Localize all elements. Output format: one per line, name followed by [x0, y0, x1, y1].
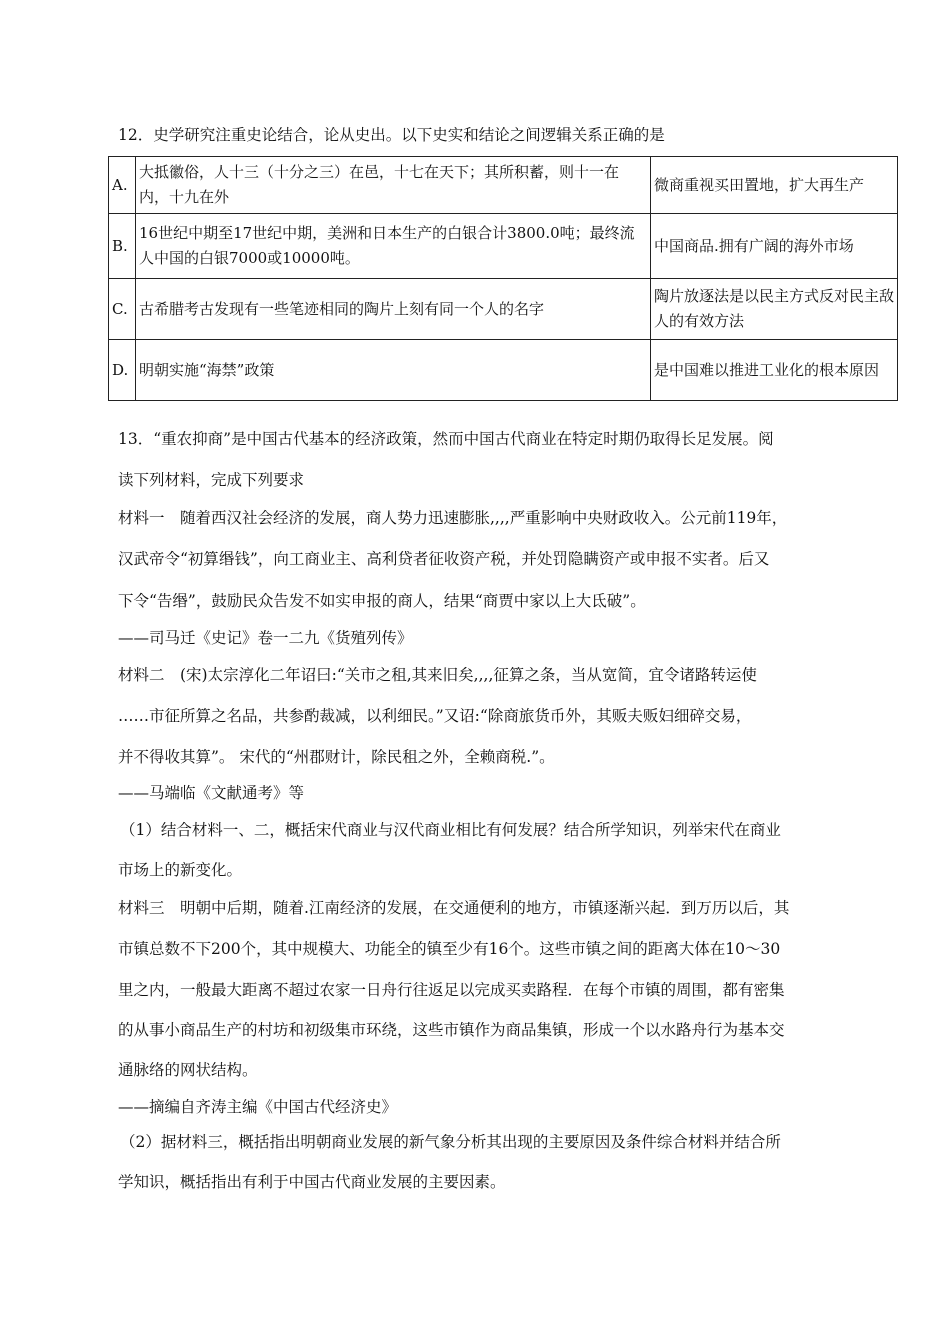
material-3-source: ——摘编自齐涛主编《中国古代经济史》 [118, 1098, 398, 1116]
option-conclusion: 是中国难以推进工业化的根本原因 [651, 340, 898, 401]
sub-question-2-line: 学知识，概括指出有利于中国古代商业发展的主要因素。 [118, 1173, 506, 1191]
material-2-source: ——马端临《文献通考》等 [118, 784, 305, 802]
question-13-intro-line: 13．“重农抑商”是中国古代基本的经济政策，然而中国古代商业在特定时期仍取得长足发展。阅 [118, 430, 774, 448]
sub-question-2-line: （2）据材料三，概括指出明朝商业发展的新气象分析其出现的主要原因及条件综合材料并结合所 [120, 1133, 781, 1151]
material-3-line: 市镇总数不下200个，其中规模大、功能全的镇至少有16个。这些市镇之间的距离大体在10～30 [118, 940, 781, 958]
material-2-line: 并不得收其算”。 宋代的“州郡财计，除民租之外，全赖商税.”。 [118, 748, 555, 766]
material-3-line: 材料三 明朝中后期，随着.江南经济的发展，在交通便利的地方，市镇逐渐兴起．到万历以后，其 [118, 899, 790, 917]
material-1-source: ——司马迁《史记》卷一二九《货殖列传》 [118, 629, 413, 647]
sub-question-1-line: （1）结合材料一、二，概括宋代商业与汉代商业相比有何发展？结合所学知识，列举宋代在商业 [120, 821, 781, 839]
material-2-line: ……市征所算之名品，共参酌裁减，以利细民。”又诏:“除商旅货币外，其贩夫贩妇细碎交易， [118, 707, 752, 725]
question-12-title: 12．史学研究注重史论结合，论从史出。以下史实和结论之间逻辑关系正确的是 [118, 126, 665, 144]
option-letter: D. [109, 340, 136, 401]
option-conclusion: 中国商品.拥有广阔的海外市场 [651, 214, 898, 279]
material-3-line: 的从事小商品生产的村坊和初级集市环绕，这些市镇作为商品集镇，形成一个以水路舟行为基本交 [118, 1021, 785, 1039]
option-letter: C. [109, 279, 136, 340]
option-fact: 16世纪中期至17世纪中期，美洲和日本生产的白银合计3800.0吨；最终流人中国的白银7000或10000吨。 [136, 214, 651, 279]
option-row-a [109, 157, 898, 214]
option-row-c [109, 279, 898, 340]
question-13-intro-line: 读下列材料，完成下列要求 [118, 471, 305, 489]
material-1-line: 汉武帝令“初算缗钱”，向工商业主、高利贷者征收资产税，并处罚隐瞒资产或申报不实者。后又 [118, 550, 770, 568]
material-3-line: 通脉络的网状结构。 [118, 1061, 258, 1079]
option-row-d [109, 340, 898, 401]
option-fact: 明朝实施“海禁”政策 [136, 340, 651, 401]
option-fact: 古希腊考古发现有一些笔迹相同的陶片上刻有同一个人的名字 [136, 279, 651, 340]
option-letter: A. [109, 157, 136, 214]
question-12-options-table [108, 156, 898, 401]
material-1-line: 材料一 随着西汉社会经济的发展，商人势力迅速膨胀,,,,严重影响中央财政收入。公元前119年， [118, 509, 788, 527]
option-letter: B. [109, 214, 136, 279]
option-fact: 大抵徽俗，人十三（十分之三）在邑，十七在天下；其所积蓄，则十一在内，十九在外 [136, 157, 651, 214]
material-2-line: 材料二 (宋)太宗淳化二年诏曰:“关市之租,其来旧矣,,,,征算之条，当从宽简，宜令诸路转运使 [118, 666, 757, 684]
sub-question-1-line: 市场上的新变化。 [118, 861, 243, 879]
option-row-b [109, 214, 898, 279]
material-1-line: 下令“告缗”，鼓励民众告发不如实申报的商人，结果“商贾中家以上大氐破”。 [118, 592, 646, 610]
option-conclusion: 陶片放逐法是以民主方式反对民主敌人的有效方法 [651, 279, 898, 340]
option-conclusion: 微商重视买田置地，扩大再生产 [651, 157, 898, 214]
material-3-line: 里之内，一般最大距离不超过农家一日舟行往返足以完成买卖路程．在每个市镇的周围，都有密集 [118, 981, 785, 999]
